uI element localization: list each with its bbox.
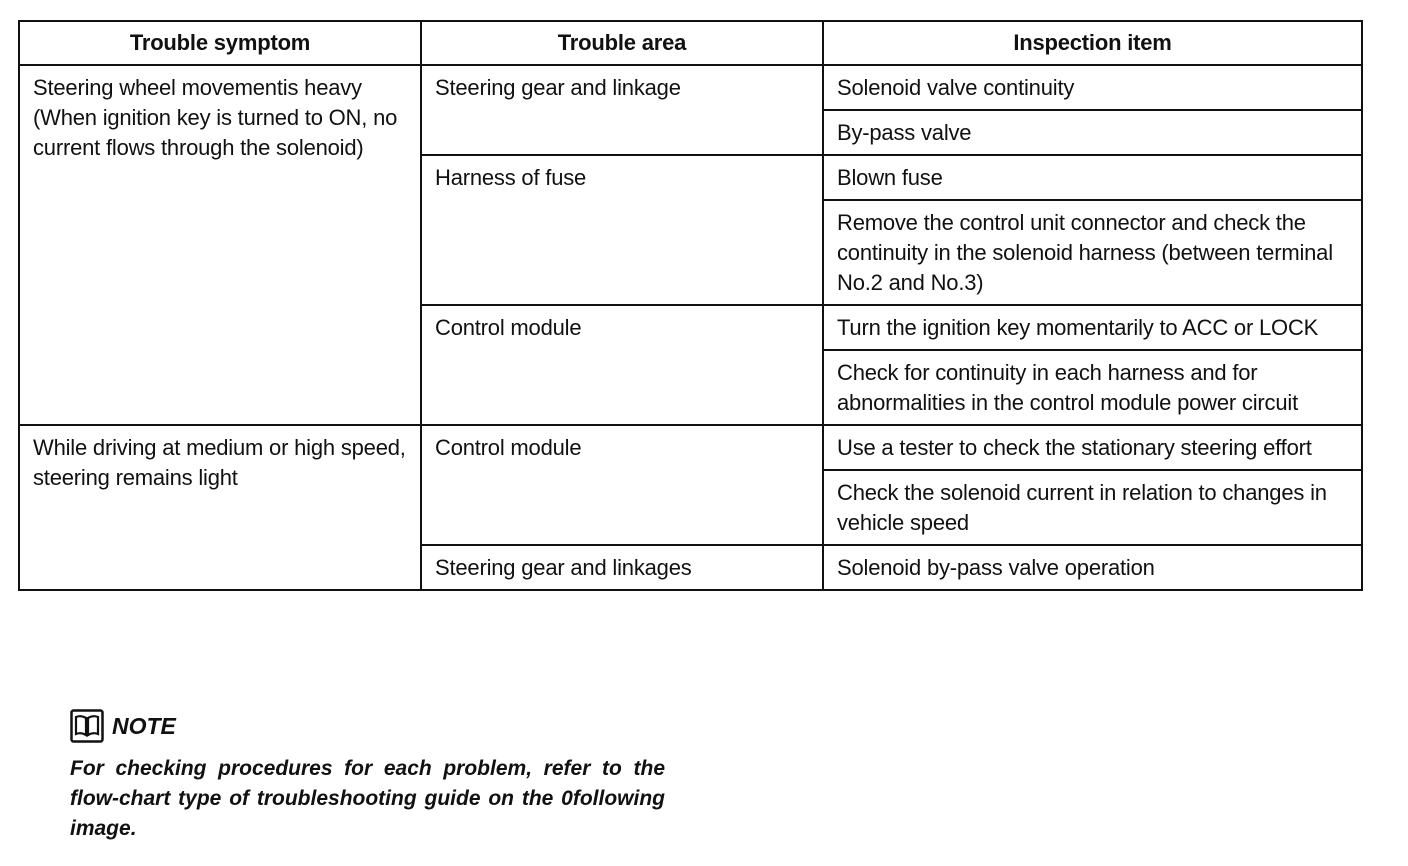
troubleshooting-table <box>18 20 1363 591</box>
inspection-cell: Remove the control unit connector and check the continuity in the solenoid harness (between terminal No.2 and No.3) <box>823 200 1362 305</box>
table-row <box>19 425 1362 470</box>
area-cell: Control module <box>421 305 823 425</box>
inspection-cell: Check for continuity in each harness and for abnormalities in the control module power circuit <box>823 350 1362 425</box>
area-cell: Steering gear and linkage <box>421 65 823 155</box>
inspection-cell: Solenoid by-pass valve operation <box>823 545 1362 590</box>
note-label: NOTE <box>112 712 176 739</box>
inspection-cell: Use a tester to check the stationary steering effort <box>823 425 1362 470</box>
inspection-cell: Solenoid valve continuity <box>823 65 1362 110</box>
book-icon <box>70 709 104 743</box>
table-header-row <box>19 21 1362 65</box>
area-cell: Harness of fuse <box>421 155 823 305</box>
header-trouble-symptom: Trouble symptom <box>19 21 421 65</box>
area-cell: Control module <box>421 425 823 545</box>
note-text: For checking procedures for each problem, refer to the flow-chart type of troubleshooting guide on the 0following image. <box>70 757 665 840</box>
symptom-cell-light-steering: While driving at medium or high speed, steering remains light <box>19 425 421 590</box>
header-inspection-item: Inspection item <box>823 21 1362 65</box>
header-trouble-area: Trouble area <box>421 21 823 65</box>
inspection-cell: By-pass valve <box>823 110 1362 155</box>
note-heading <box>70 707 670 745</box>
table-row <box>19 65 1362 110</box>
inspection-cell: Blown fuse <box>823 155 1362 200</box>
inspection-cell: Check the solenoid current in relation to changes in vehicle speed <box>823 470 1362 545</box>
note-block <box>70 707 670 844</box>
inspection-cell: Turn the ignition key momentarily to ACC or LOCK <box>823 305 1362 350</box>
symptom-cell-heavy-steering: Steering wheel movementis heavy (When ignition key is turned to ON, no current flows through the solenoid) <box>19 65 421 425</box>
area-cell: Steering gear and linkages <box>421 545 823 590</box>
